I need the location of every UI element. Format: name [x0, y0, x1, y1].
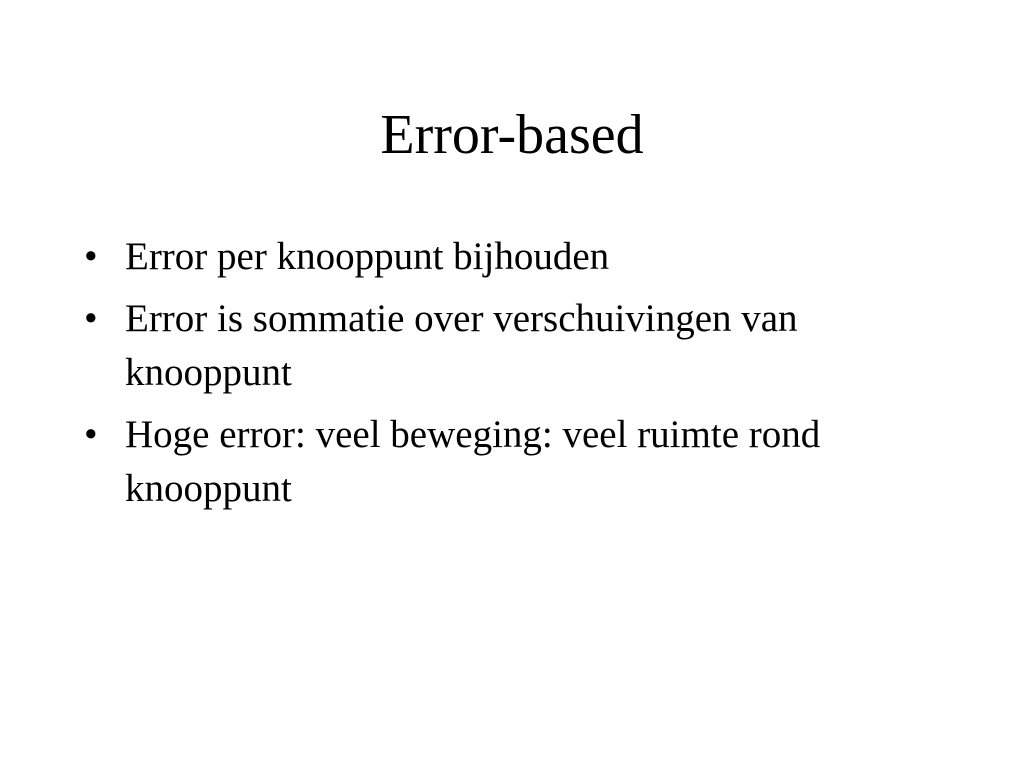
bullet-list — [84, 230, 944, 524]
bullet-icon: • — [84, 235, 98, 278]
bullet-item — [84, 408, 944, 516]
bullet-icon: • — [84, 297, 98, 340]
bullet-icon: • — [84, 413, 98, 456]
bullet-item — [84, 230, 944, 284]
bullet-text: Error per knooppunt bijhouden — [125, 235, 610, 278]
bullet-item — [84, 292, 944, 400]
bullet-text: Error is sommatie over verschuivingen van knooppunt — [125, 297, 798, 394]
bullet-text: Hoge error: veel beweging: veel ruimte rond knooppunt — [125, 413, 821, 510]
slide-title: Error-based — [380, 104, 644, 166]
